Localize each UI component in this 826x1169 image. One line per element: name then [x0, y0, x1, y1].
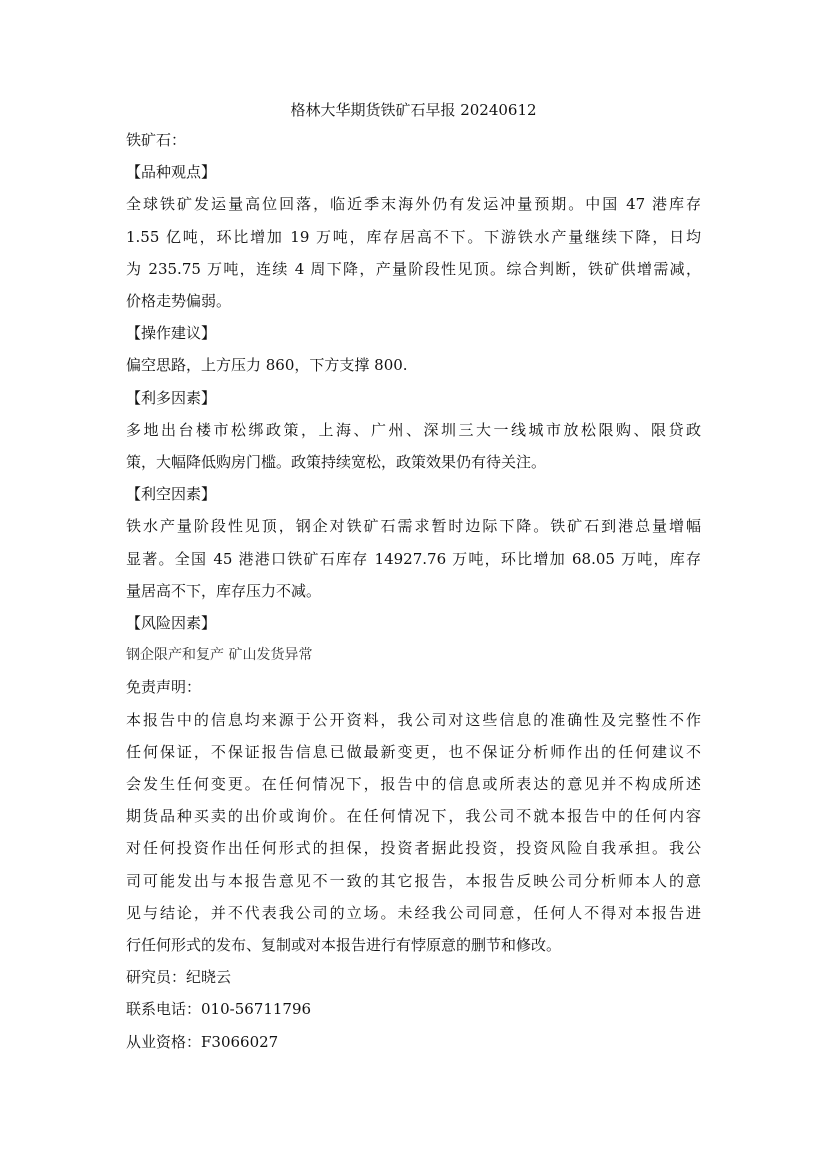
disclaimer-paragraph — [126, 704, 701, 962]
disclaimer-line: 会发生任何变更。在任何情况下，报告中的信息或所表达的意见并不构成所述 — [126, 775, 701, 794]
risk-text: 钢企限产和复产 矿山发货异常 — [126, 647, 313, 664]
disclaimer-line: 期货品种买卖的出价或询价。在任何情况下，我公司不就本报告中的任何内容 — [126, 807, 701, 826]
view-line: 价格走势偏弱。 — [126, 292, 232, 311]
contact-phone: 联系电话：010-56711796 — [126, 1000, 312, 1019]
bearish-line: 量居高不下，库存压力不减。 — [126, 581, 322, 600]
disclaimer-line: 见与结论，并不代表我公司的立场。未经我公司同意，任何人不得对本报告进 — [126, 903, 701, 922]
bearish-heading: 【利空因素】 — [126, 485, 217, 504]
view-line: 为 235.75 万吨，连续 4 周下降，产量阶段性见顶。综合判断，铁矿供增需减， — [126, 259, 701, 278]
view-heading: 【品种观点】 — [126, 163, 217, 182]
analyst-name: 研究员：纪晓云 — [126, 968, 232, 987]
view-line: 1.55 亿吨，环比增加 19 万吨，库存居高不下。下游铁水产量继续下降，日均 — [126, 227, 701, 246]
disclaimer-line: 对任何投资作出任何形式的担保，投资者据此投资，投资风险自我承担。我公 — [126, 839, 701, 858]
bearish-line: 铁水产量阶段性见顶，钢企对铁矿石需求暂时边际下降。铁矿石到港总量增幅 — [126, 517, 701, 536]
commodity-label: 铁矿石： — [126, 131, 187, 149]
bullish-heading: 【利多因素】 — [126, 388, 217, 407]
advice-heading: 【操作建议】 — [126, 324, 217, 343]
risk-heading: 【风险因素】 — [126, 614, 217, 633]
bullish-line: 策，大幅降低购房门槛。政策持续宽松，政策效果仍有待关注。 — [126, 453, 547, 472]
disclaimer-line: 行任何形式的发布、复制或对本报告进行有悖原意的删节和修改。 — [126, 936, 562, 955]
report-title: 格林大华期货铁矿石早报 20240612 — [290, 101, 537, 119]
disclaimer-line: 司可能发出与本报告意见不一致的其它报告，本报告反映公司分析师本人的意 — [126, 871, 701, 890]
view-line: 全球铁矿发运量高位回落，临近季末海外仍有发运冲量预期。中国 47 港库存 — [126, 195, 701, 214]
disclaimer-heading: 免责声明： — [126, 678, 202, 697]
report-page — [126, 96, 701, 1058]
view-paragraph — [126, 188, 701, 317]
bullish-line: 多地出台楼市松绑政策，上海、广州、深圳三大一线城市放松限购、限贷政 — [126, 420, 701, 439]
bearish-line: 显著。全国 45 港港口铁矿石库存 14927.76 万吨，环比增加 68.05 万吨，库存 — [126, 549, 701, 568]
bullish-paragraph — [126, 414, 701, 478]
disclaimer-line: 任何保证，不保证报告信息已做最新变更，也不保证分析师作出的任何建议不 — [126, 742, 701, 761]
advice-text: 偏空思路，上方压力 860，下方支撑 800. — [126, 356, 408, 375]
bearish-paragraph — [126, 510, 701, 607]
license-number: 从业资格：F3066027 — [126, 1032, 279, 1051]
disclaimer-line: 本报告中的信息均来源于公开资料，我公司对这些信息的准确性及完整性不作 — [126, 710, 701, 729]
